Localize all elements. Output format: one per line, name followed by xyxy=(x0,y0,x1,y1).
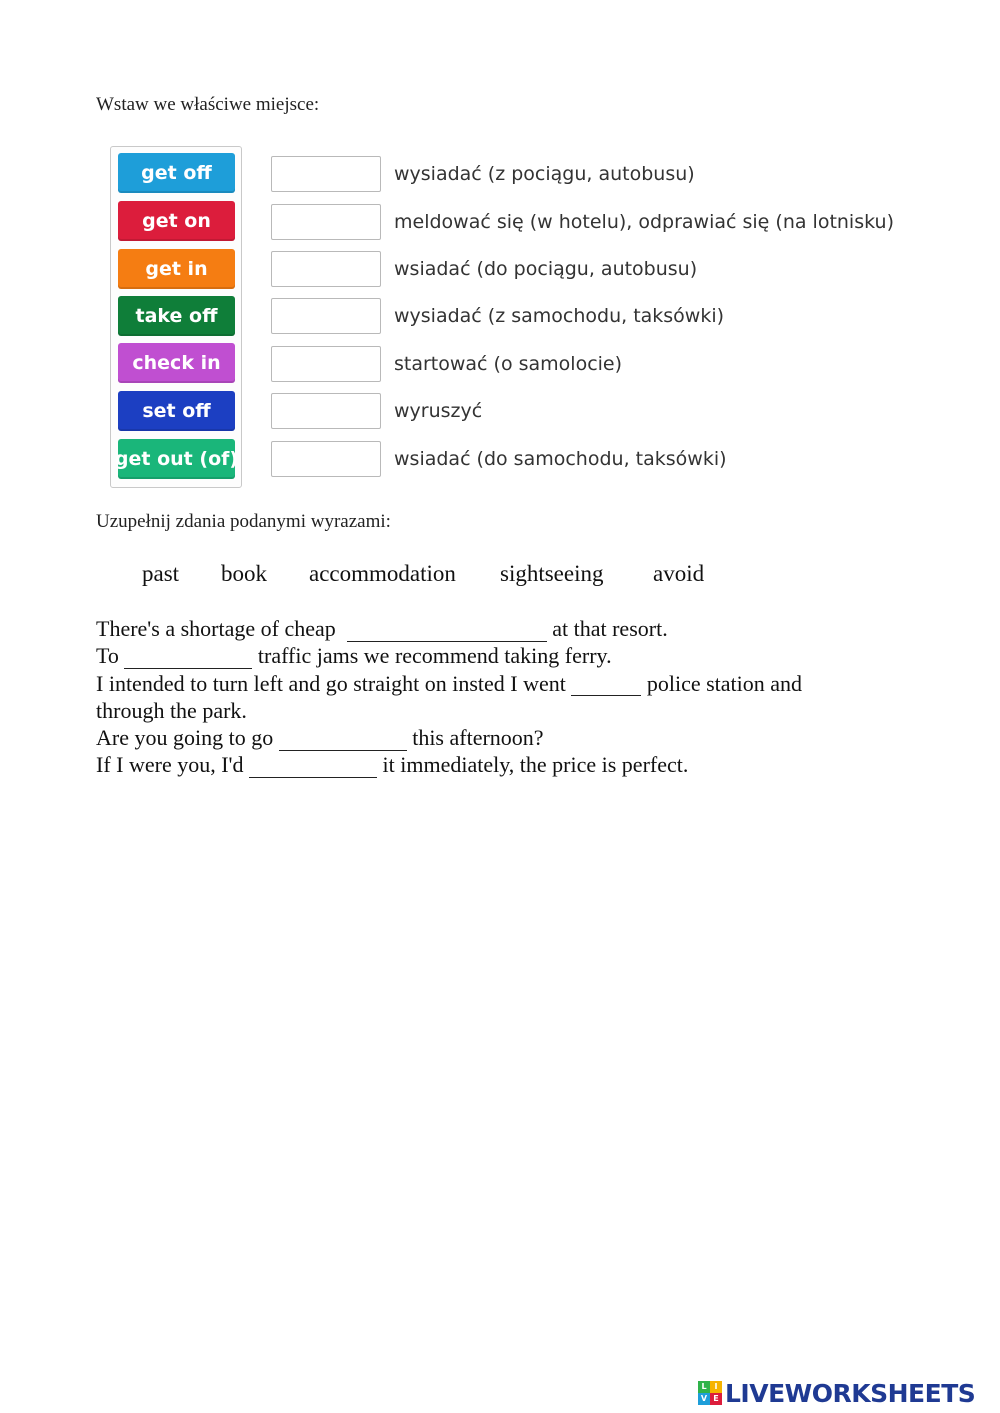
logo-mark-letter-e: E xyxy=(710,1393,722,1405)
tile-take-off[interactable]: take off xyxy=(118,296,235,336)
drop-box-6[interactable] xyxy=(271,393,381,429)
sentence-1-before: There's a shortage of cheap xyxy=(96,616,342,641)
bank-word-sightseeing: sightseeing xyxy=(500,561,604,586)
tile-set-off[interactable]: set off xyxy=(118,391,235,431)
tile-get-in[interactable]: get in xyxy=(118,249,235,289)
drop-box-5[interactable] xyxy=(271,346,381,382)
liveworksheets-logo xyxy=(698,1378,975,1408)
sentence-5-before: If I were you, I'd xyxy=(96,752,250,778)
definition-5: startować (o samolocie) xyxy=(394,353,623,375)
sentence-4-before: Are you going to go xyxy=(96,725,279,751)
sentences xyxy=(96,615,876,779)
tile-get-on[interactable]: get on xyxy=(118,201,235,241)
definition-3: wsiadać (do pociągu, autobusu) xyxy=(394,258,698,280)
blank-1-input[interactable] xyxy=(347,621,547,642)
tile-panel xyxy=(110,146,242,488)
definition-4: wysiadać (z samochodu, taksówki) xyxy=(394,305,725,327)
drop-box-4[interactable] xyxy=(271,298,381,334)
sentence-3 xyxy=(96,670,876,697)
exercise1-instruction: Wstaw we właściwe miejsce: xyxy=(96,94,320,115)
sentence-1 xyxy=(96,615,876,642)
sentence-5 xyxy=(96,751,876,778)
tile-get-off[interactable]: get off xyxy=(118,153,235,193)
blank-3-input[interactable] xyxy=(571,675,641,696)
sentence-3-before: I intended to turn left and go straight on insted I went xyxy=(96,670,572,696)
blank-4-input[interactable] xyxy=(279,730,407,751)
sentence-4 xyxy=(96,724,876,751)
sentence-2-after: traffic jams we recommend taking ferry. xyxy=(252,643,612,669)
logo-mark-letter-i: I xyxy=(710,1381,722,1393)
sentence-3-continued: through the park. xyxy=(96,697,247,723)
definition-1: wysiadać (z pociągu, autobusu) xyxy=(394,163,695,185)
sentence-1-after: at that resort. xyxy=(546,616,668,641)
logo-mark-letter-l: L xyxy=(698,1381,710,1393)
tile-check-in[interactable]: check in xyxy=(118,343,235,383)
sentence-2 xyxy=(96,642,876,669)
tile-get-out-of[interactable]: get out (of) xyxy=(118,439,235,479)
blank-2-input[interactable] xyxy=(124,648,252,669)
sentence-3-after: police station and xyxy=(641,670,803,696)
sentence-2-before: To xyxy=(96,643,125,669)
drop-box-1[interactable] xyxy=(271,156,381,192)
bank-word-accommodation: accommodation xyxy=(309,561,456,586)
definition-7: wsiadać (do samochodu, taksówki) xyxy=(394,448,727,470)
bank-word-avoid: avoid xyxy=(653,561,705,586)
sentence-4-after: this afternoon? xyxy=(406,725,544,751)
bank-word-past: past xyxy=(142,561,180,586)
drop-box-3[interactable] xyxy=(271,251,381,287)
logo-mark-letter-v: V xyxy=(698,1393,710,1405)
definition-6: wyruszyć xyxy=(394,400,483,422)
blank-5-input[interactable] xyxy=(249,757,377,778)
exercise2-instruction: Uzupełnij zdania podanymi wyrazami: xyxy=(96,511,391,532)
drop-box-7[interactable] xyxy=(271,441,381,477)
sentence-5-after: it immediately, the price is perfect. xyxy=(377,752,689,778)
logo-text: LIVEWORKSHEETS xyxy=(725,1378,976,1408)
definition-2: meldować się (w hotelu), odprawiać się (na lotnisku) xyxy=(394,211,894,233)
logo-mark-icon xyxy=(698,1381,722,1405)
drop-box-2[interactable] xyxy=(271,204,381,240)
bank-word-book: book xyxy=(221,561,267,586)
